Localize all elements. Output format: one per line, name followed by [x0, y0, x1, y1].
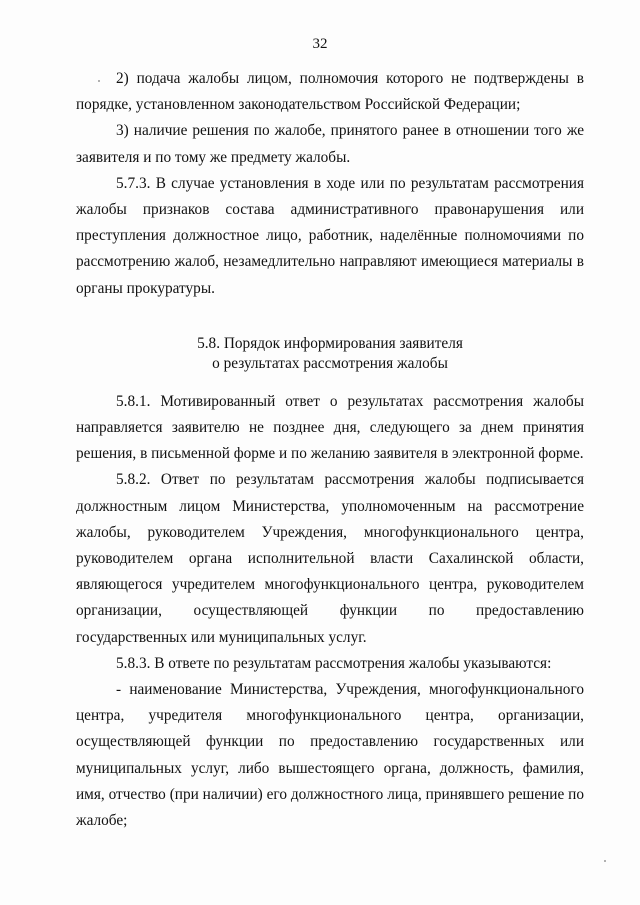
scan-speck: [98, 80, 100, 82]
paragraph-item-3: 3) наличие решения по жалобе, принятого ранее в отношении того же заявителя и по тому же предмету жалобы.: [76, 122, 584, 166]
section-heading-5-8: [76, 334, 584, 374]
paragraph-list-item-name: - наименование Министерства, Учреждения, многофункционального центра, учредителя многофункционального центра, организации, осуществляющей функции по предоставлению государственных или муниципальных услуг, либо вышестоящего органа, должность, фамилия, имя, отчество (при наличии) его должностного лица, принявшего решение по жалобе;: [76, 681, 584, 830]
section-heading-line-1: 5.8. Порядок информирования заявителя: [197, 334, 463, 352]
scan-speck: [604, 860, 606, 862]
document-body: [76, 66, 584, 834]
paragraph-item-2: 2) подача жалобы лицом, полномочия которого не подтверждены в порядке, установленном законодательством Российской Федерации;: [76, 70, 584, 114]
page-number: 32: [312, 36, 328, 52]
paragraph-5-8-1: 5.8.1. Мотивированный ответ о результатах рассмотрения жалобы направляется заявителю не позднее дня, следующего за днем принятия решения, в письменной форме и по желанию заявителя в электронной форме.: [76, 392, 584, 463]
section-heading-line-2: о результатах рассмотрения жалобы: [212, 354, 448, 372]
paragraph-5-8-2: 5.8.2. Ответ по результатам рассмотрения жалобы подписывается должностным лицом Министерства, уполномоченным на рассмотрение жалобы, руководителем Учреждения, многофункционального центра, руководителем органа исполнительной власти Сахалинской области, являющегося учредителем многофункционального центра, руководителем организации, осуществляющей функции по предоставлению государственных или муниципальных услуг.: [76, 471, 584, 646]
paragraph-5-8-3: 5.8.3. В ответе по результатам рассмотрения жалобы указываются:: [116, 654, 552, 672]
paragraph-5-7-3: 5.7.3. В случае установления в ходе или по результатам рассмотрения жалобы признаков состава административного правонарушения или преступления должностное лицо, работник, наделённые полномочиями по рассмотрению жалоб, незамедлительно направляют имеющиеся материалы в органы прокуратуры.: [76, 174, 584, 297]
